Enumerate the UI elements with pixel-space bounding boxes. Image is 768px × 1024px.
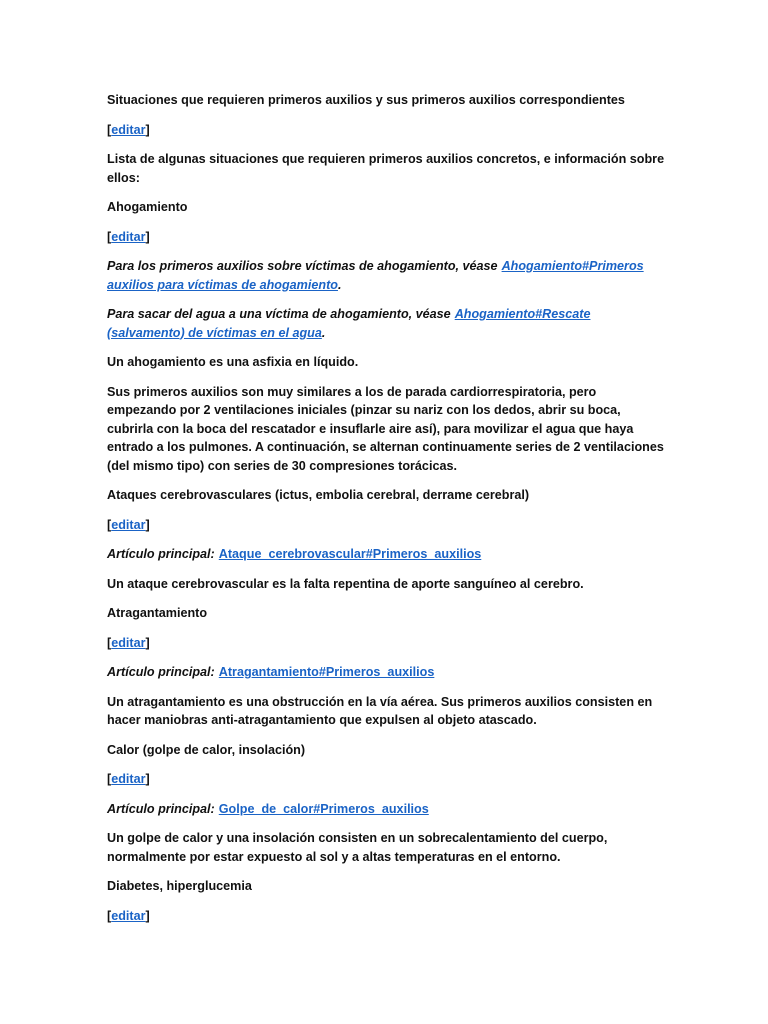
heading-ataques: Ataques cerebrovasculares (ictus, embolia cerebral, derrame cerebral) [107,488,530,502]
calor-main-article [107,800,667,819]
edit-link[interactable]: editar [111,517,146,532]
atragantamiento-main-article [107,663,667,682]
edit-link[interactable]: editar [111,772,146,786]
ahogamiento-note-first-aid: Para los primeros auxilios sobre víctimas de ahogamiento, véase Ahogamiento#Primeros auxilios para víctimas de ahogamiento. [107,259,644,292]
ataques-main-article-link[interactable]: Ataque_cerebrovascular#Primeros_auxilios [218,547,482,561]
edit-section-3: [editar] [107,517,150,532]
calor-main-article-link[interactable]: Golpe_de_calor#Primeros_auxilios [218,801,429,816]
document-title: Situaciones que requieren primeros auxilios y sus primeros auxilios correspondientes [107,93,625,107]
note-text: Para sacar del agua a una víctima de ahogamiento, véase [107,307,451,321]
note-text: Para los primeros auxilios sobre víctimas de ahogamiento, véase [107,259,498,273]
ahogamiento-rescue-link[interactable]: Ahogamiento#Rescate (salvamento) de víctimas en el agua [107,307,591,340]
main-article-label: Artículo principal: [107,801,215,816]
ataques-main-article [107,545,667,564]
document-page [107,91,667,936]
intro-paragraph: Lista de algunas situaciones que requieren primeros auxilios concretos, e información sobre ellos: [107,152,665,185]
main-article-label: Artículo principal: [107,547,215,561]
heading-atragantamiento: Atragantamiento [107,606,208,620]
edit-section-4: [editar] [107,635,150,650]
heading-diabetes: Diabetes, hiperglucemia [107,879,252,893]
heading-ahogamiento: Ahogamiento [107,200,188,214]
atragantamiento-main-article-link[interactable]: Atragantamiento#Primeros_auxilios [218,665,435,679]
edit-link[interactable]: editar [111,635,146,650]
edit-link[interactable]: editar [111,122,146,137]
edit-section-6: [editar] [107,908,150,923]
ahogamiento-note-rescue: Para sacar del agua a una víctima de ahogamiento, véase Ahogamiento#Rescate (salvamento) de víctimas en el agua. [107,307,591,340]
ahogamiento-first-aid-link[interactable]: Ahogamiento#Primeros auxilios para víctimas de ahogamiento [107,259,644,292]
calor-paragraph-1: Un golpe de calor y una insolación consisten en un sobrecalentamiento del cuerpo, normalmente por estar expuesto al sol y a altas temperaturas en el entorno. [107,831,608,864]
ahogamiento-paragraph-2: Sus primeros auxilios son muy similares a los de parada cardiorrespiratoria, pero empezando por 2 ventilaciones iniciales (pinzar su nariz con los dedos, abrir su boca, cubrirla con la boca del rescatador e insuflarle aire así), para movilizar el agua que haya entrado a los pulmones. A continuación, se alternan continuamente series de 2 ventilaciones (del mismo tipo) con series de 30 compresiones torácicas. [107,384,664,473]
ataques-paragraph-1: Un ataque cerebrovascular es la falta repentina de aporte sanguíneo al cerebro. [107,576,584,591]
edit-link[interactable]: editar [111,908,146,923]
main-article-label: Artículo principal: [107,665,215,679]
edit-section-5: [editar] [107,772,150,786]
heading-calor: Calor (golpe de calor, insolación) [107,742,306,757]
edit-section-2: [editar] [107,229,150,244]
edit-link[interactable]: editar [111,229,146,244]
atragantamiento-paragraph-1: Un atragantamiento es una obstrucción en la vía aérea. Sus primeros auxilios consisten en hacer maniobras anti-atragantamiento que expulsen al objeto atascado. [107,694,653,727]
edit-section-1: [editar] [107,122,150,137]
ahogamiento-paragraph-1: Un ahogamiento es una asfixia en líquido. [107,355,359,369]
